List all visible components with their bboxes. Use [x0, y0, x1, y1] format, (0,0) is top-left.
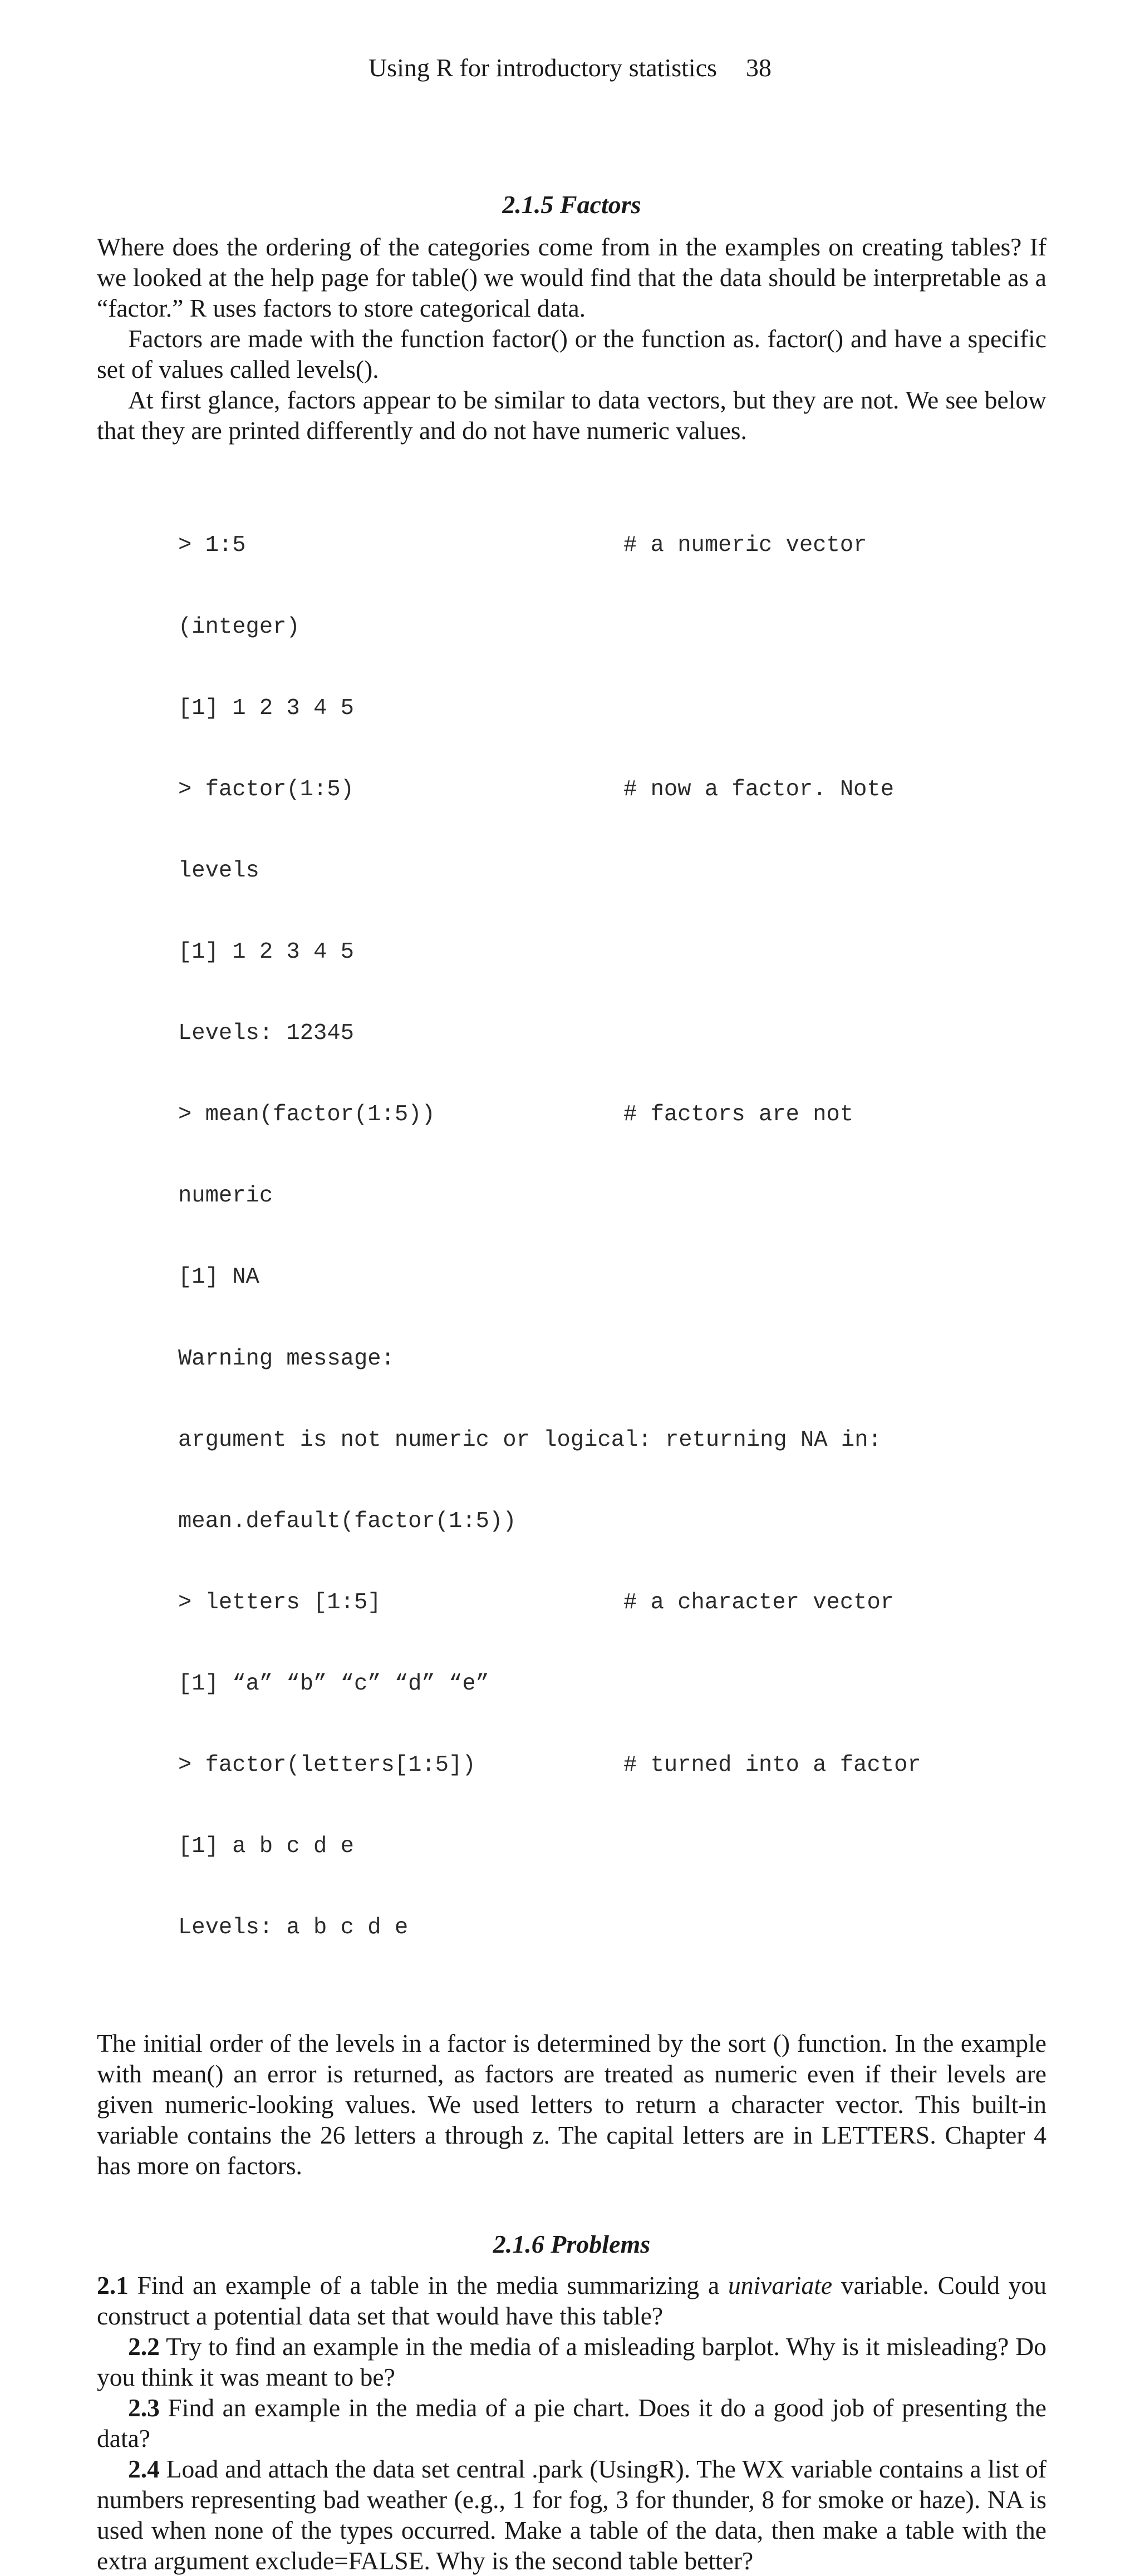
code-line	[178, 695, 1046, 722]
paragraph: Factors are made with the function factor() or the function as. factor() and have a specific set of values called levels().	[97, 324, 1046, 383]
code-command: Levels: 12345	[178, 1021, 354, 1047]
problem-item	[97, 2270, 1046, 2331]
code-line	[178, 614, 1046, 641]
code-line	[178, 1833, 1046, 1860]
code-comment: # a numeric vector	[623, 533, 867, 559]
problem-emphasis: univariate	[728, 2271, 833, 2300]
paragraph: Where does the ordering of the categories come from in the examples on creating tables? If we looked at the help page for table() we would find that the data should be interpretable as a “factor.” R uses factors to store categorical data.	[97, 233, 1046, 322]
code-line	[178, 532, 1046, 559]
code-line	[178, 1914, 1046, 1942]
paragraph: At first glance, factors appear to be similar to data vectors, but they are not. We see below that they are printed differently and do not have numeric values.	[97, 386, 1046, 445]
section-heading-problems: 2.1.6 Problems	[493, 2230, 651, 2259]
code-comment: # a character vector	[623, 1589, 895, 1615]
problem-item	[97, 2392, 1046, 2454]
code-command: numeric	[178, 1183, 273, 1209]
code-command: [1] 1 2 3 4 5	[178, 939, 354, 965]
code-line	[178, 939, 1046, 966]
code-command: > mean(factor(1:5))	[178, 1102, 435, 1128]
code-line	[178, 1346, 1046, 1373]
code-block	[178, 478, 1046, 1996]
section-heading-factors: 2.1.5 Factors	[502, 190, 641, 219]
code-command: > 1:5	[178, 533, 246, 559]
code-line	[178, 1427, 1046, 1454]
code-command: > factor(letters[1:5])	[178, 1752, 476, 1779]
code-comment: # now a factor. Note	[623, 776, 895, 802]
problem-number: 2.3	[128, 2393, 160, 2422]
code-line	[178, 1264, 1046, 1291]
code-command: Levels: a b c d e	[178, 1915, 409, 1941]
code-line	[178, 1101, 1046, 1129]
code-line	[178, 1183, 1046, 1210]
code-comment: # factors are not	[623, 1102, 854, 1128]
code-line	[178, 1589, 1046, 1617]
code-line	[178, 858, 1046, 885]
problem-text: variable. Could you construct a potential data set that would have this table?	[97, 2271, 1046, 2331]
problem-item	[97, 2454, 1046, 2576]
paragraph: The initial order of the levels in a factor is determined by the sort () function. In the example with mean() an error is returned, as factors are treated as numeric even if their levels are given numeric-looking values. We used letters to return a character vector. This built-in variable contains the 26 letters a through z. The capital letters are in LETTERS. Chapter 4 has more on factors.	[97, 2029, 1046, 2180]
code-line	[178, 1752, 1046, 1779]
page-body	[97, 188, 1046, 2576]
problem-number: 2.2	[128, 2332, 160, 2361]
running-head	[0, 51, 1140, 85]
code-line	[178, 1671, 1046, 1698]
code-line	[178, 1508, 1046, 1535]
code-line	[178, 1020, 1046, 1047]
code-command: levels	[178, 858, 259, 884]
code-command: [1] “a” “b” “c” “d” “e”	[178, 1671, 489, 1697]
running-head-title: Using R for introductory statistics	[368, 53, 718, 82]
code-command: > letters [1:5]	[178, 1589, 381, 1615]
code-line	[178, 776, 1046, 804]
code-command: > factor(1:5)	[178, 776, 354, 802]
code-command: mean.default(factor(1:5))	[178, 1508, 517, 1534]
problem-text: Find an example in the media of a pie chart. Does it do a good job of presenting the data?	[97, 2393, 1046, 2453]
code-command: argument is not numeric or logical: returning NA in:	[178, 1427, 882, 1453]
code-command: [1] NA	[178, 1264, 259, 1291]
problem-number: 2.4	[128, 2455, 160, 2484]
problem-item	[97, 2331, 1046, 2392]
code-command: Warning message:	[178, 1346, 395, 1372]
problem-text: Find an example of a table in the media summarizing a	[128, 2271, 729, 2300]
problem-text: Try to find an example in the media of a misleading barplot. Why is it misleading? Do you think it was meant to be?	[97, 2332, 1046, 2392]
code-command: [1] a b c d e	[178, 1834, 354, 1860]
problem-number: 2.1	[97, 2271, 129, 2300]
code-command: (integer)	[178, 614, 300, 640]
code-comment: # turned into a factor	[623, 1752, 921, 1779]
page-number: 38	[746, 53, 772, 82]
code-command: [1] 1 2 3 4 5	[178, 695, 354, 721]
problem-text: Load and attach the data set central .park (UsingR). The WX variable contains a list of numbers representing bad weather (e.g., 1 for fog, 3 for thunder, 8 for smoke or haze). NA is used when none of the types occurred. Make a table of the data, then make a table with the extra argument exclude=FALSE. Why is the second table better?	[97, 2455, 1046, 2575]
